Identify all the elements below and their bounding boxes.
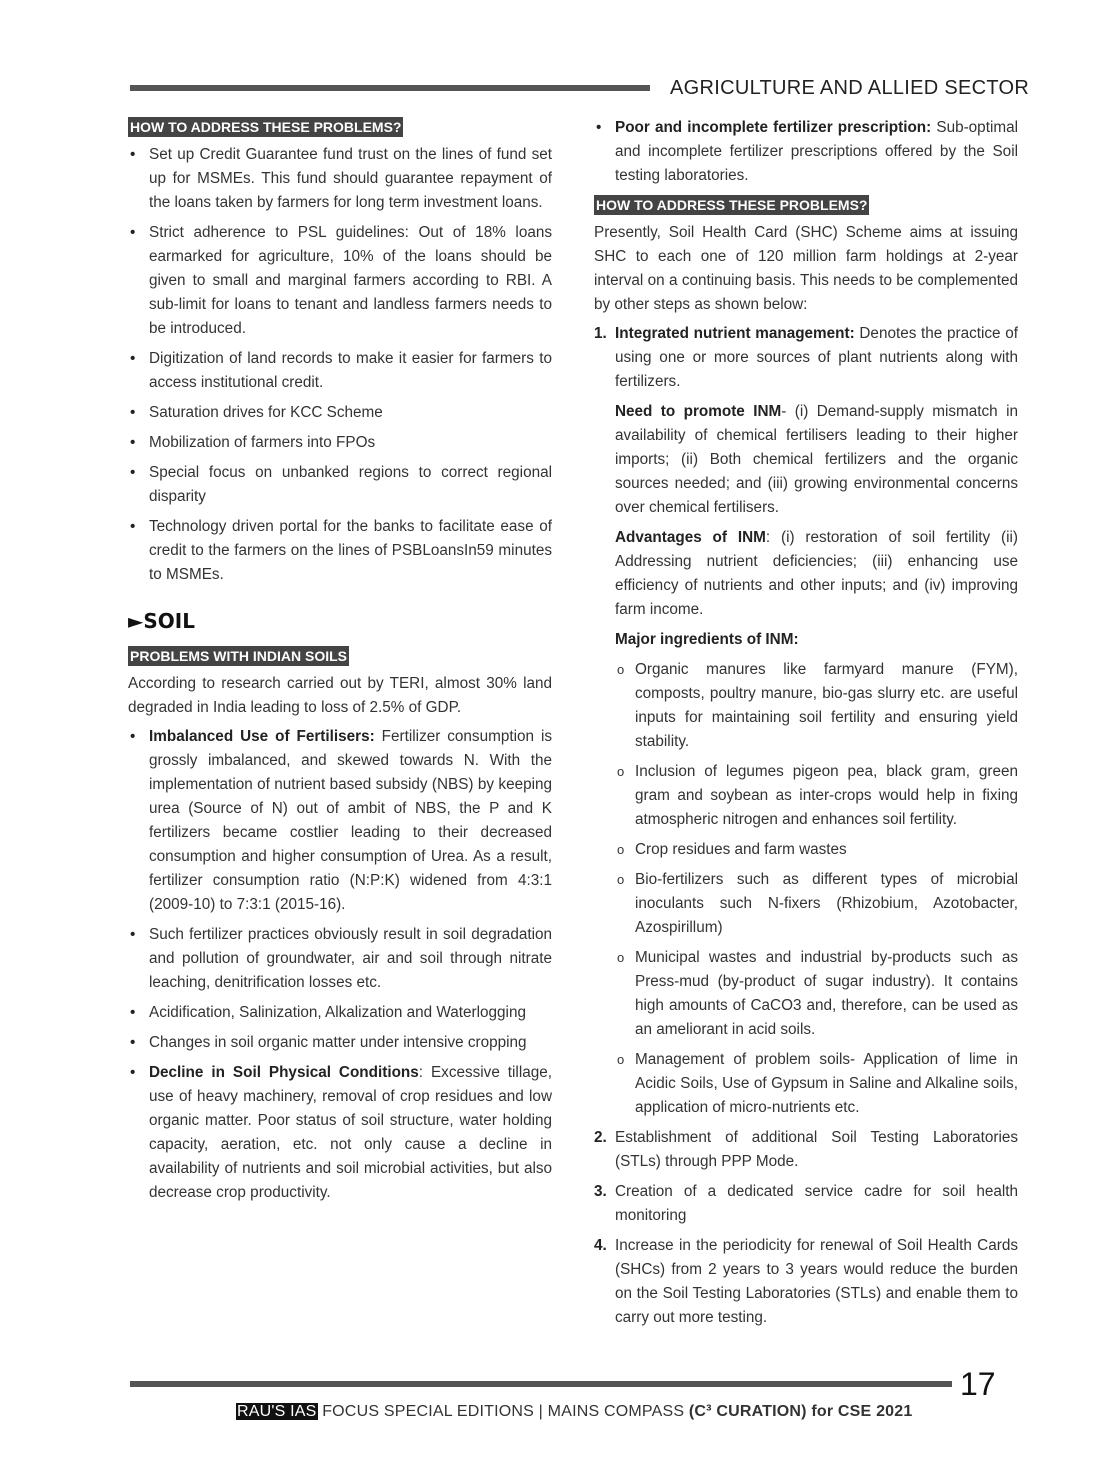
lead: Poor and incomplete fertilizer prescription: bbox=[615, 119, 932, 136]
list-item: o Municipal wastes and industrial by-products such as Press-mud (by-product of sugar industry). It contains high amounts of CaCO3 and, therefore, can be used as an ameliorant in acid soils. bbox=[615, 946, 1018, 1042]
inm-details bbox=[615, 400, 1018, 1120]
list-item bbox=[128, 1061, 552, 1205]
footer-bold: (C³ CURATION) for CSE 2021 bbox=[688, 1403, 913, 1420]
shc-intro: Presently, Soil Health Card (SHC) Scheme aims at issuing SHC to each one of 120 million farm holdings at 2-year interval on a continuing basis. This needs to be complemented by other steps as shown below: bbox=[594, 224, 1018, 313]
list-item: • Technology driven portal for the banks to facilitate ease of credit to the farmers on the lines of PSBLoansIn59 minutes to MSMEs. bbox=[128, 515, 552, 587]
list-item bbox=[128, 1001, 552, 1025]
list-item: • Set up Credit Guarantee fund trust on the lines of fund set up for MSMEs. This fund should guarantee repayment of the loans taken by farmers for long term investment loans. bbox=[128, 143, 552, 215]
text: Creation of a dedicated service cadre for soil health monitoring bbox=[615, 1183, 1018, 1224]
steps-list bbox=[594, 322, 1018, 394]
list-item bbox=[128, 1031, 552, 1055]
list-item: o Management of problem soils- Application of lime in Acidic Soils, Use of Gypsum in Saline and Alkaline soils, application of micro-nutrients etc. bbox=[615, 1048, 1018, 1120]
text: Denotes the practice of using one or more sources of plant nutrients along with fertilizers. bbox=[615, 325, 1019, 390]
text: Acidification, Salinization, Alkalization and Waterlogging bbox=[149, 1004, 526, 1021]
ingredients-list bbox=[615, 658, 1018, 1120]
lead: Major ingredients of INM: bbox=[615, 631, 799, 648]
step-item bbox=[594, 322, 1018, 394]
list-item: • Saturation drives for KCC Scheme bbox=[128, 401, 552, 425]
section-title: AGRICULTURE AND ALLIED SECTOR bbox=[670, 77, 1030, 99]
credit-solutions-list bbox=[128, 143, 552, 587]
text: - (i) Demand-supply mismatch in availability of chemical fertilisers leading to their higher imports; (ii) Both chemical fertilizers and the organic sources needed; and (iii) growing environmental concerns over chemical fertilisers. bbox=[615, 403, 1018, 516]
lead: Imbalanced Use of Fertilisers: bbox=[149, 728, 375, 745]
major-ingredients-heading bbox=[615, 628, 1018, 652]
text: Fertilizer consumption is grossly imbalanced, and skewed towards N. With the implementation of nutrient based subsidy (NBS) by keeping urea (Source of N) out of ambit of NBS, the P and K fertilizers became costlier leading to their decreased consumption and higher consumption of Urea. As a result, fertilizer consumption ratio (N:P:K) widened from 4:3:1 (2009-10) to 7:3:1 (2015-16). bbox=[149, 728, 552, 913]
lead: Integrated nutrient management: bbox=[615, 325, 855, 342]
lead: Advantages of INM bbox=[615, 529, 766, 546]
heading-how-to-address-soil: HOW TO ADDRESS THESE PROBLEMS? bbox=[596, 197, 868, 213]
heading-problems-soils: PROBLEMS WITH INDIAN SOILS bbox=[130, 648, 347, 664]
lead: Need to promote INM bbox=[615, 403, 782, 420]
list-item: o Bio-fertilizers such as different types of microbial inoculants such N-fixers (Rhizobium, Azotobacter, Azospirillum) bbox=[615, 868, 1018, 940]
soil-intro: According to research carried out by TERI, almost 30% land degraded in India leading to loss of 2.5% of GDP. bbox=[128, 675, 552, 716]
lead: Decline in Soil Physical Conditions bbox=[149, 1064, 419, 1081]
footer-text: FOCUS SPECIAL EDITIONS | MAINS COMPASS bbox=[317, 1403, 689, 1420]
left-column bbox=[128, 116, 552, 1211]
list-item: • Special focus on unbanked regions to correct regional disparity bbox=[128, 461, 552, 509]
soil-problems-list bbox=[128, 725, 552, 1205]
step-number: 2. bbox=[594, 1129, 607, 1146]
text: Sub-optimal and incomplete fertilizer prescriptions offered by the Soil testing laboratories. bbox=[615, 119, 1018, 184]
footer bbox=[236, 1400, 912, 1424]
text: : Excessive tillage, use of heavy machinery, removal of crop residues and low organic matter. Poor status of soil structure, water holding capacity, aeration, etc. not only cause a decline in availability of nutrients and soil microbial activities, but also decrease crop productivity. bbox=[149, 1064, 552, 1201]
step-number: 3. bbox=[594, 1183, 607, 1200]
list-item: • Strict adherence to PSL guidelines: Out of 18% loans earmarked for agriculture, 10% of the loans should be given to small and marginal farmers according to RBI. A sub-limit for loans to tenant and landless farmers needs to be introduced. bbox=[128, 221, 552, 341]
header-rule bbox=[130, 85, 650, 91]
list-item: • Digitization of land records to make it easier for farmers to access institutional credit. bbox=[128, 347, 552, 395]
text: Establishment of additional Soil Testing Laboratories (STLs) through PPP Mode. bbox=[615, 1129, 1018, 1170]
text: Such fertilizer practices obviously result in soil degradation and pollution of groundwater, air and soil through nitrate leaching, denitrification losses etc. bbox=[149, 926, 552, 991]
step-item bbox=[594, 1180, 1018, 1228]
soil-title: ►SOIL bbox=[128, 609, 195, 633]
text: : (i) restoration of soil fertility (ii) Addressing nutrient deficiencies; (iii) enhancing use efficiency of nutrients and other inputs; and (iv) improving farm income. bbox=[615, 529, 1018, 618]
need-inm bbox=[615, 400, 1018, 520]
advantages-inm bbox=[615, 526, 1018, 622]
list-item bbox=[128, 923, 552, 995]
step-item bbox=[594, 1234, 1018, 1330]
step-number: 1. bbox=[594, 325, 607, 342]
page-number: 17 bbox=[960, 1366, 996, 1402]
step-number: 4. bbox=[594, 1237, 607, 1254]
steps-list-cont bbox=[594, 1126, 1018, 1330]
list-item: o Crop residues and farm wastes bbox=[615, 838, 1018, 862]
list-item: o Organic manures like farmyard manure (FYM), composts, poultry manure, bio-gas slurry etc. are useful inputs for maintaining soil fertility and ensuring yield stability. bbox=[615, 658, 1018, 754]
heading-how-to-address: HOW TO ADDRESS THESE PROBLEMS? bbox=[130, 119, 402, 135]
right-column bbox=[594, 116, 1018, 1336]
list-item bbox=[594, 116, 1018, 188]
text: Increase in the periodicity for renewal of Soil Health Cards (SHCs) from 2 years to 3 years would reduce the burden on the Soil Testing Laboratories (STLs) and enable them to carry out more testing. bbox=[615, 1237, 1018, 1326]
list-item bbox=[128, 725, 552, 917]
step-item bbox=[594, 1126, 1018, 1174]
footer-rule bbox=[130, 1381, 952, 1387]
brand-logo: RAU'S IAS bbox=[237, 1403, 317, 1420]
text: Changes in soil organic matter under intensive cropping bbox=[149, 1034, 527, 1051]
fertilizer-list bbox=[594, 116, 1018, 188]
list-item: • Mobilization of farmers into FPOs bbox=[128, 431, 552, 455]
list-item: o Inclusion of legumes pigeon pea, black gram, green gram and soybean as inter-crops would help in fixing atmospheric nitrogen and enhances soil fertility. bbox=[615, 760, 1018, 832]
